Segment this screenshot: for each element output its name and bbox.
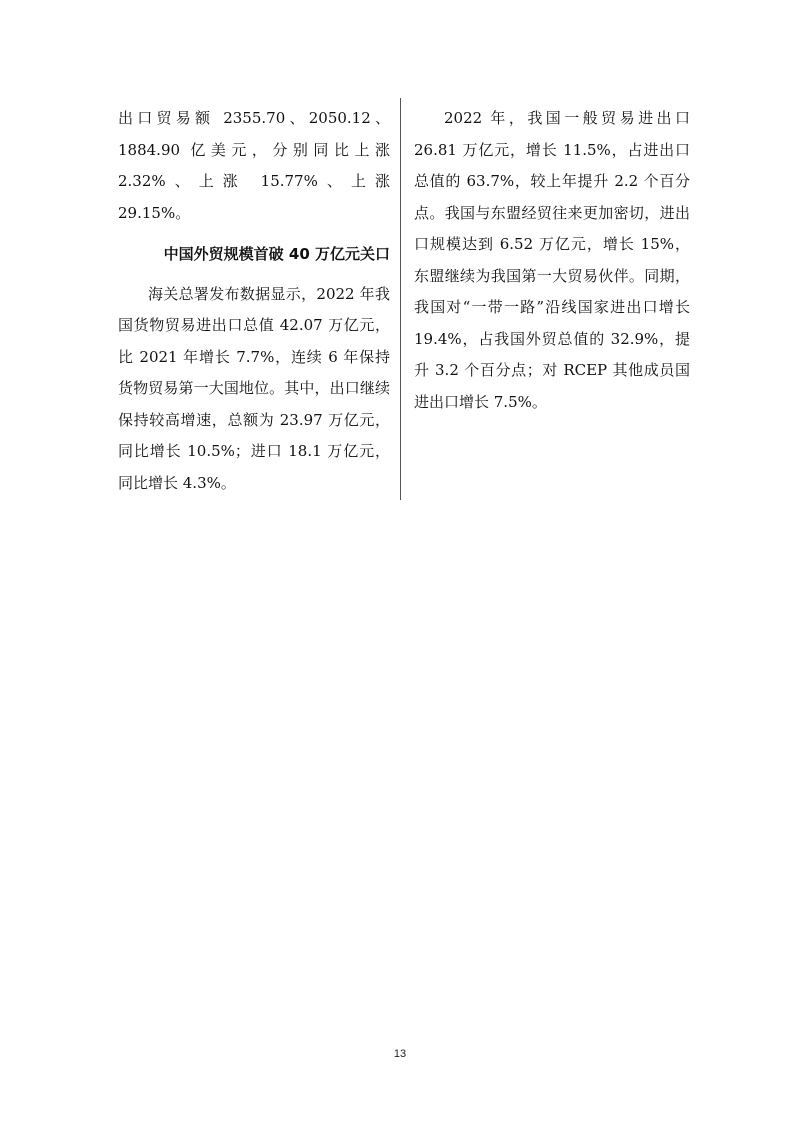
left-paragraph-customs-data: 海关总署发布数据显示，2022 年我国货物贸易进出口总值 42.07 万亿元，比 2021 年增长 7.7%，连续 6 年保持货物贸易第一大国地位。其中，出口继续保持较高增速，总额为 23.97 万亿元，同比增长 10.5%；进口 18.1 万亿元，同比增长 4.3%。 — [118, 284, 390, 492]
section-heading: 中国外贸规模首破 40 万亿元关口 — [163, 245, 390, 263]
left-column — [118, 103, 390, 499]
right-paragraph-general-trade: 2022 年，我国一般贸易进出口 26.81 万亿元，增长 11.5%，占进出口总值的 63.7%，较上年提升 2.2 个百分点。我国与东盟经贸往来更加密切，进出口规模达到 6.52 万亿元，增长 15%，东盟继续为我国第一大贸易伙伴。同期，我国对“一带一路”沿线国家进出口增长 19.4%，占我国外贸总值的 32.9%，提升 3.2 个百分点；对 RCEP 其他成员国进出口增长 7.5%。 — [414, 109, 690, 411]
left-paragraph-continued: 出口贸易额 2355.70、2050.12、1884.90 亿美元，分别同比上涨 2.32%、上涨 15.77%、上涨 29.15%。 — [118, 109, 390, 222]
page-number: 13 — [393, 1048, 407, 1060]
right-column — [414, 103, 690, 418]
column-divider — [400, 98, 401, 500]
